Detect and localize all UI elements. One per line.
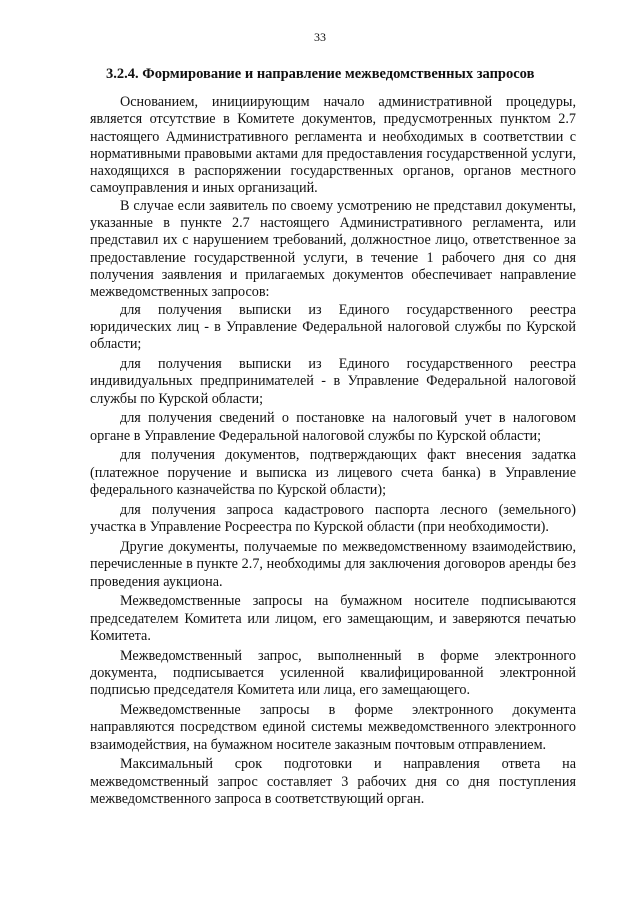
paragraph-sending-method: Межведомственные запросы в форме электронного документа направляются посредством единой системы межведомственного электронного взаимодействия, на бумажном носителе заказным почтовым отправлением. — [90, 702, 576, 753]
paragraph-paper-requests: Межведомственные запросы на бумажном носителе подписываются председателем Комитета или лицом, его замещающим, и заверяются печатью Комитета. — [90, 593, 576, 644]
paragraph-basis: Основанием, инициирующим начало административной процедуры, является отсутствие в Комитете документов, предусмотренных пунктом 2.7 настоящего Административного регламента и необходимых в соответствии с нормативными правовыми актами для предоставления государственной услуги, находящихся в распоряжении государственных органов, органов местного самоуправления и иных организаций. — [90, 94, 576, 197]
paragraph-electronic-signature: Межведомственный запрос, выполненный в форме электронного документа, подписывается усиленной квалифицированной электронной подписью председателя Комитета или лица, его замещающего. — [90, 647, 576, 699]
list-item-entrepreneurs: для получения выписки из Единого государственного реестра индивидуальных предпринимателей - в Управление Федеральной налоговой службы по Курской области; — [90, 355, 576, 407]
list-item-cadastral: для получения запроса кадастрового паспорта лесного (земельного) участка в Управление Росреестра по Курской области (при необходимости). — [90, 501, 576, 536]
paragraph-requests-intro: В случае если заявитель по своему усмотрению не представил документы, указанные в пункте 2.7 настоящего Административного регламента, или представил их с нарушением требований, должностное лицо, ответственное за предоставление государственной услуги, в течение 1 рабочего дня со дня получения заявления и прилагаемых документов обеспечивает направление межведомственных запросов: — [90, 197, 576, 301]
paragraph-other-documents: Другие документы, получаемые по межведомственному взаимодействию, перечисленные в пункте 2.7, необходимы для заключения договоров аренды без проведения аукциона. — [90, 538, 576, 590]
body-text — [90, 94, 576, 811]
list-item-deposit: для получения документов, подтверждающих факт внесения задатка (платежное поручение и выписка из лицевого счета банка) в Управление федерального казначейства по Курской области); — [90, 447, 576, 499]
page-number: 33 — [314, 30, 326, 44]
list-item-legal-entities: для получения выписки из Единого государственного реестра юридических лиц - в Управление Федеральной налоговой службы по Курской области; — [90, 301, 576, 353]
paragraph-response-deadline: Максимальный срок подготовки и направления ответа на межведомственный запрос составляет 3 рабочих дня со дня поступления межведомственного запроса в соответствующий орган. — [90, 756, 576, 808]
section-heading: 3.2.4. Формирование и направление межведомственных запросов — [106, 66, 535, 82]
list-item-tax-registration: для получения сведений о постановке на налоговый учет в налоговом органе в Управление Федеральной налоговой службы по Курской области; — [90, 410, 576, 444]
